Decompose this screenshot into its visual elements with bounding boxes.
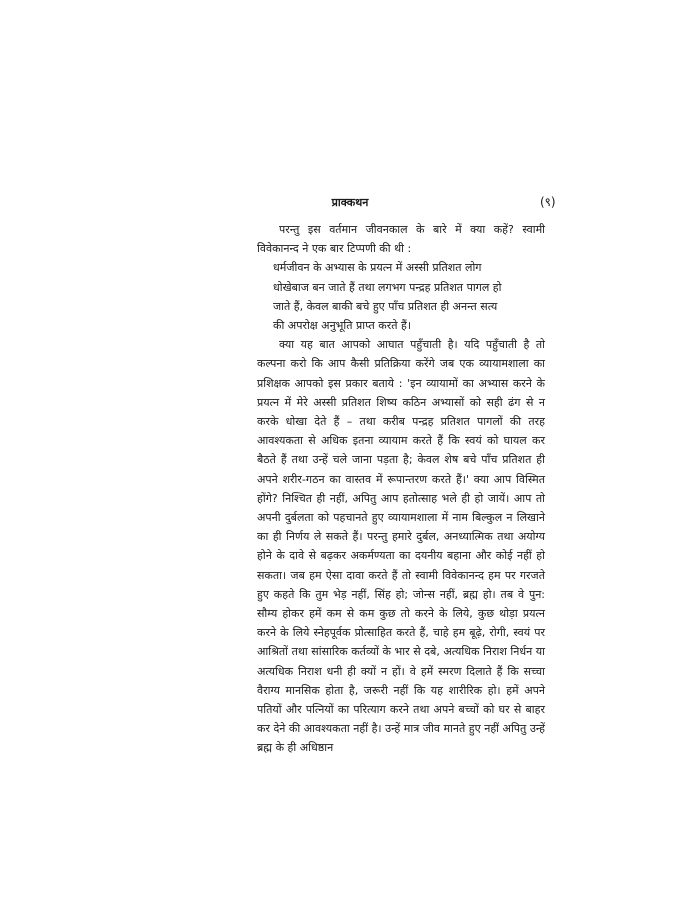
page-number: (९) xyxy=(540,195,556,209)
quote-line: धोखेबाज बन जाते हैं तथा लगभग पन्द्रह प्रतिशत पागल हो xyxy=(273,280,502,294)
block-quote xyxy=(273,258,528,335)
intro-paragraph: परन्तु इस वर्तमान जीवनकाल के बारे में क्या कहें? स्वामी विवेकानन्द ने एक बार टिप्पणी की थी : xyxy=(257,223,545,256)
body-text xyxy=(257,220,545,758)
quote-line: जाते हैं, केवल बाकी बचे हुए पाँच प्रतिशत ही अनन्त सत्य xyxy=(273,299,498,313)
running-title: प्राक्कथन xyxy=(331,196,369,209)
quote-line: की अपरोक्ष अनुभूति प्राप्त करते हैं। xyxy=(273,319,412,333)
main-paragraph: क्या यह बात आपको आघात पहुँचाती है। यदि पहुँचाती है तो कल्पना करो कि आप कैसी प्रतिक्रिया करेंगे जब एक व्यायामशाला का प्रशिक्षक आपको इस प्रकार बताये : 'इन व्यायामों का अभ्यास करने के प्रयत्न में मेरे अस्सी प्रतिशत शिष्य कठिन अभ्यासों को सही ढंग से न करके धोखा देते हैं – तथा करीब पन्द्रह प्रतिशत पागलों की तरह आवश्यकता से अधिक इतना व्यायाम करते हैं कि स्वयं को घायल कर बैठते हैं तथा उन्हें चले जाना पड़ता है; केवल शेष बचे पाँच प्रतिशत ही अपने शरीर-गठन का वास्तव में रूपान्तरण करते हैं।' क्या आप विस्मित होंगे? निश्चित ही नहीं, अपितु आप हतोत्साह भले ही हो जायें। आप तो अपनी दुर्बलता को पहचानते हुए व्यायामशाला में नाम बिल्कुल न लिखाने का ही निर्णय ले सकते हैं। परन्तु हमारे दुर्बल, अनध्यात्मिक तथा अयोग्य होने के दावे से बढ़कर अकर्मण्यता का दयनीय बहाना और कोई नहीं हो सकता। जब हम ऐसा दावा करते हैं तो स्वामी विवेकानन्द हम पर गरजते हुए कहते कि तुम भेड़ नहीं, सिंह हो; जोन्स नहीं, ब्रह्म हो। तब वे पुन: सौम्य होकर हमें कम से कम कुछ तो करने के लिये, कुछ थोड़ा प्रयत्न करने के लिये स्नेहपूर्वक प्रोत्साहित करते हैं, चाहे हम बूढ़े, रोगी, स्वयं पर आश्रितों तथा सांसारिक कर्तव्यों के भार से दबे, अत्यधिक निराश निर्धन या अत्यधिक निराश धनी ही क्यों न हों। वे हमें स्मरण दिलाते हैं कि सच्चा वैराग्य मानसिक होता है, जरूरी नहीं कि यह शारीरिक हो। हमें अपने पतियों और पत्नियों का परित्याग करने तथा अपने बच्चों को घर से बाहर कर देने की आवश्यकता नहीं है। उन्हें मात्र जीव मानते हुए नहीं अपितु उन्हें ब्रह्म के ही अधिष्ठान xyxy=(257,338,545,755)
quote-line: धर्मजीवन के अभ्यास के प्रयत्न में अस्सी प्रतिशत लोग xyxy=(273,261,482,275)
